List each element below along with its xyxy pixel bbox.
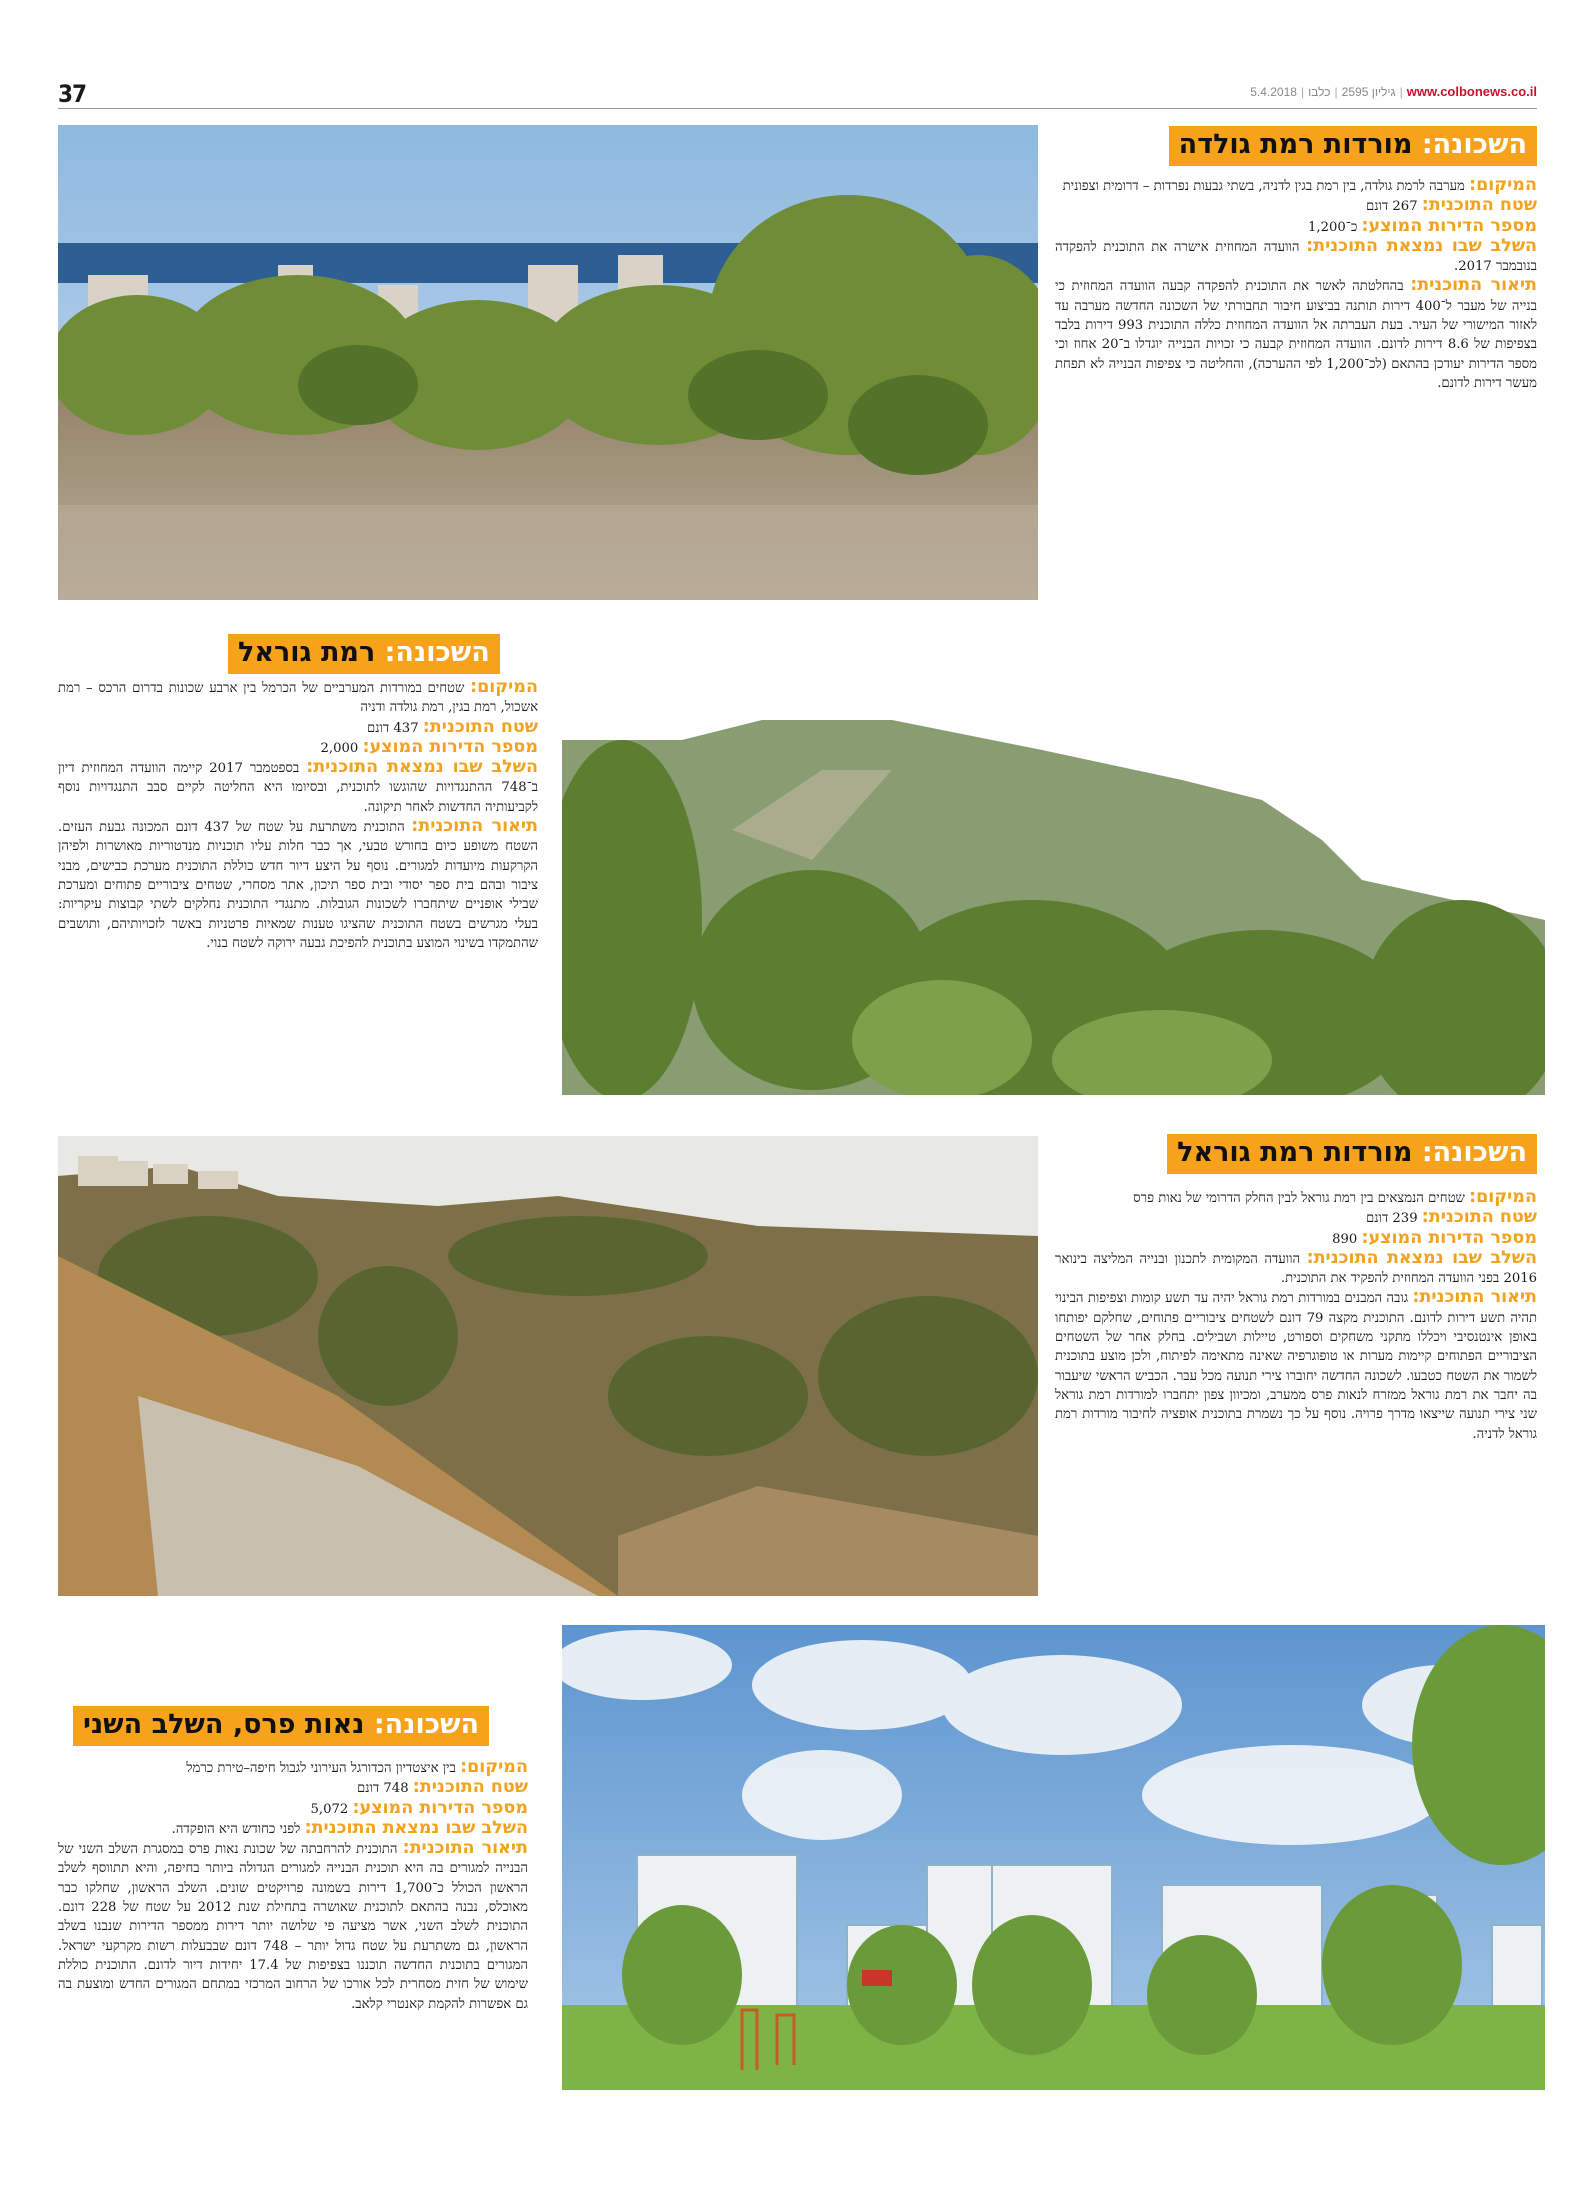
field-description: תיאור התוכנית: בהחלטתה לאשר את התוכנית להפקדה קבעה הוועדה המחוזית כי בנייה של מעבר ל־400 דירות תותנה בביצוע חיבור תחבורתי של השכונה החדשה מערבה עד לאזור המישורי של העיר. בעת העברתה אל הוועדה המחוזית כללה התוכנית 993 דירות בלבד בצפיפות של 8.6 דירות לדונם. הוועדה המחוזית קבעה כי זכויות הבנייה יוגדלו ב־20 אחוז וכי מספר הדירות יעודכן בהתאם (לכ־1,200 לפי ההערכה), והחליטה כי צפיפות הבנייה לא תפחת מעשר דירות לדונם. [1055,275,1538,391]
issue-date: 5.4.2018 [1250,85,1297,99]
issue-number: גיליון 2595 [1341,85,1396,99]
photo-hillside-pines-sea [58,125,1038,600]
article-section-1 [1055,126,1537,393]
field-location: המיקום: מערבה לרמת גולדה, בין רמת בגין לדניה, בשתי גבעות נפרדות – דרומית וצפונית [1062,175,1537,195]
field-description: תיאור התוכנית: גובה המבנים במורדות רמת גוראל יהיה עד תשע קומות וצפיפות הבינוי תהיה תשע דירות לדונם. התוכנית מקצה 79 דונם לשטחים ציבוריים פתוחים, שחלקם יפותחו באופן אינטנסיבי ויכללו מתקני משחקים וספורט, טיילות ושבילים. בחלק אחר של השטחים הציבוריים הפתוחים קיימות מערות או טופוגרפיה שאינה מתאימה לפיתוח, ולכן מוצע בתוכנית לשמור את השטח כטבעו. לשכונה החדשה יחוברו צירי תנועה מכל עבר. הכביש הראשי שיעבור בה יחבר את רמת גוראל ממזרח לנאות פרס ממערב, ומכיוון צפון יתחברו למורדות רמת גוראל שני צירי תנועה שייצאו מדרך פרויה. נוסף על כך נשמרת בתוכנית אופציה לחיבור מורדות רמת גוראל לדניה. [1055,1287,1538,1442]
section-title-banner [73,1706,489,1746]
field-units: מספר הדירות המוצע: כ־1,200 [1308,215,1537,236]
field-units: מספר הדירות המוצע: 5,072 [310,1797,528,1818]
field-area: שטח התוכנית: 267 דונם [1365,195,1537,216]
neighborhood-label: השכונה: [1421,129,1527,160]
field-area: שטח התוכנית: 748 דונם [356,1777,528,1798]
photo-green-hill-trails [562,720,1545,1095]
article-section-2 [58,634,538,953]
field-description: תיאור התוכנית: התוכנית משתרעת על שטח של 437 דונם המכונה גבעת העזים. השטח משופע כיום בחורש טבעי, אך כבר חלות עליו תוכניות מנדטוריות מאושרות ולפיהן הקרקעות מיועדות למגורים. נוסף על היצע דיור חדש כוללת התוכנית מערכת כבישים, מבני ציבור ובהם בית ספר יסודי ובית ספר תיכון, אתר מסחרי, שטחים ציבוריים פתוחים ומערכת שבילי אופניים שיתחברו לשכונות הגובלות. מתנגדי התוכנית נחלקים לשתי קבוצות עיקריות: בעלי מגרשים בשטח התוכנית שהציגו טענות שמאיות פרטניות באשר לזכויותיהם, ותושבים שהתמקדו בשינוי המוצע בתוכנית להפיכת גבעה ירוקה לשטח בנוי. [58,816,538,951]
page-number: 37 [58,80,87,108]
masthead: 5.4.2018 | גיליון 2595|כלבו | www.colbonews.co.il [1250,84,1537,99]
publication-name: כלבו [1308,85,1331,99]
article-section-3 [1055,1134,1537,1444]
neighborhood-label: השכונה: [1421,1137,1527,1168]
neighborhood-name: מורדות רמת גוראל [1177,1137,1413,1168]
article-section-4 [58,1706,528,2014]
field-units: מספר הדירות המוצע: 2,000 [320,736,538,757]
section-title-banner [228,634,500,674]
field-location: המיקום: שטחים הנמצאים בין רמת גוראל לבין החלק הדרומי של נאות פרס [1133,1187,1537,1207]
field-description: תיאור התוכנית: התוכנית להרחבתה של שכונת נאות פרס במסגרת השלב השני של הבנייה למגורים בה היא תוכנית הבנייה למגורים הגדולה ביותר בחיפה, והיא תתווסף לשלב הראשון הכולל כ־1,700 דירות בשמונה פרויקטים שונים. השלב הראשון, שחלקו כבר מאוכלס, נבנה בהתאם לתוכנית שאושרה בתחילת שנת 2012 על שטח של 228 דונם. התוכנית לשלב השני, אשר מציעה פי שלושה יותר דירות ממספר הדירות שנבנו בשלב הראשון, גם משתרעת על שטח גדול יותר – 748 דונם שבבעלות רשות מקרקעי ישראל. המגורים בתוכנית החדשה תוכננו בצפיפות של 17.4 יחידות דיור לדונם. התוכנית כוללת שימוש של חזית מסחרית לכל אורכו של הרחוב המרכזי במתחם המגורים החדש ומוצעת בה גם אפשרות להקמת קאנטרי קלאב. [58,1838,529,2012]
section-title-banner [1169,126,1537,166]
section-body [1055,1188,1537,1444]
section-title-banner [1167,1134,1537,1174]
neighborhood-name: מורדות רמת גולדה [1178,129,1413,160]
field-stage: השלב שבו נמצאת התוכנית: הוועדה המחוזית אישרה את התוכנית להפקדה בנובמבר 2017. [1055,235,1537,275]
photo-rendering-towers-park [562,1625,1545,2090]
field-area: שטח התוכנית: 239 דונם [1365,1207,1537,1228]
section-body [58,678,538,953]
neighborhood-label: השכונה: [384,637,490,668]
neighborhood-name: נאות פרס, השלב השני [83,1709,365,1740]
section-body [58,1758,528,2014]
neighborhood-label: השכונה: [373,1709,480,1740]
field-stage: השלב שבו נמצאת התוכנית: הוועדה המקומית לתכנון ובנייה המליצה בינואר 2016 בפני הוועדה המחוזית להפקיד את התוכנית. [1055,1247,1537,1287]
website-link[interactable]: www.colbonews.co.il [1406,84,1537,99]
field-location: המיקום: בין איצטדיון הכדורגל העירוני לגבול חיפה–טירת כרמל [186,1757,528,1777]
field-units: מספר הדירות המוצע: 890 [1332,1227,1537,1248]
field-area: שטח התוכנית: 437 דונם [366,716,538,737]
photo-dry-wadi-slope [58,1136,1038,1596]
section-body [1055,176,1537,393]
neighborhood-name: רמת גוראל [238,637,376,668]
header-rule [58,108,1537,109]
field-stage: השלב שבו נמצאת התוכנית: לפני כחודש היא הופקדה. [171,1817,528,1838]
field-location: המיקום: שטחים במורדות המערביים של הכרמל בין ארבע שכונות בדרום הרכס – רמת אשכול, רמת בגין, רמת גולדה ודניה [58,677,538,716]
field-stage: השלב שבו נמצאת התוכנית: בספטמבר 2017 קיימה הוועדה המחוזית דיון ב־748 ההתנגדויות שהוגשו לתוכנית, ובסיומו היא החליטה לקיים סבב התנגדויות נוסף לקביעותיה החדשות לאחר תיקונה. [58,757,538,815]
